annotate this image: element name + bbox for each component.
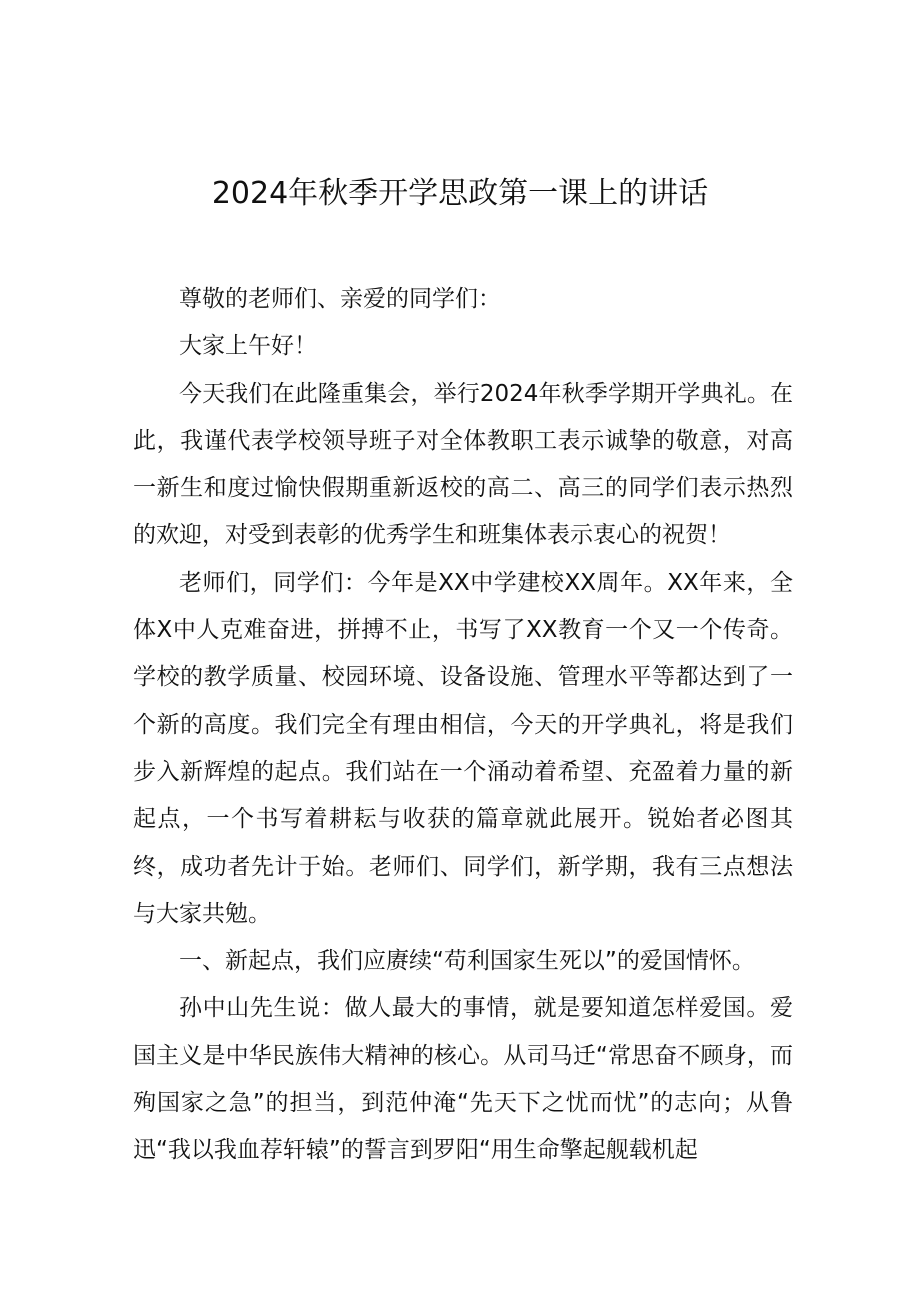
document-title: 2024年秋季开学思政第一课上的讲话 xyxy=(211,176,709,211)
paragraph-patriotism: 孙中山先生说：做人最大的事情，就是要知道怎样爱国。爱国主义是中华民族伟大精神的核心。从司马迁“常思奋不顾身，而殉国家之急”的担当，到范仲淹“先天下之忧而忧”的志向；从鲁迅“我以我血荐轩辕”的誓言到罗阳“用生命擎起舰载机起 xyxy=(133,995,793,1164)
paragraph-greeting: 大家上午好！ xyxy=(179,333,317,360)
section-heading-1: 一、新起点，我们应赓续“苟利国家生死以”的爱国情怀。 xyxy=(179,948,755,975)
paragraph-anniversary: 老师们，同学们：今年是XX中学建校XX周年。XX年来，全体X中人克难奋进，拼搏不止，书写了XX教育一个又一个传奇。学校的教学质量、校园环境、设备设施、管理水平等都达到了一个新的高度。我们完全有理由相信，今天的开学典礼，将是我们步入新辉煌的起点。我们站在一个涌动着希望、充盈着力量的新起点，一个书写着耕耘与收获的篇章就此展开。锐始者必图其终，成功者先计于始。老师们、同学们，新学期，我有三点想法与大家共勉。 xyxy=(133,569,793,927)
paragraph-welcome: 今天我们在此隆重集会，举行2024年秋季学期开学典礼。在此，我谨代表学校领导班子对全体教职工表示诚挚的敬意，对高一新生和度过愉快假期重新返校的高二、高三的同学们表示热烈的欢迎，对受到表彰的优秀学生和班集体表示衷心的祝贺！ xyxy=(133,380,793,549)
paragraph-salutation: 尊敬的老师们、亲爱的同学们： xyxy=(179,286,501,312)
document-body xyxy=(133,276,793,1175)
